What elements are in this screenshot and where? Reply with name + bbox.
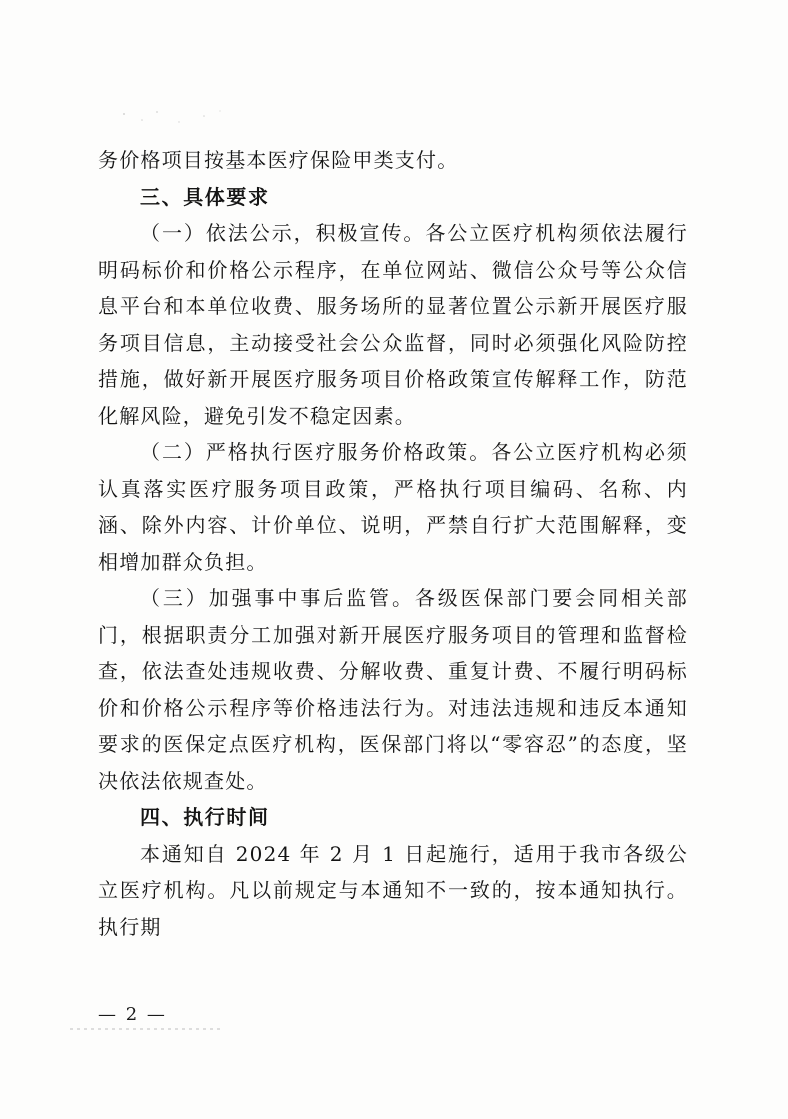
paragraph-publicity: （一）依法公示，积极宣传。各公立医疗机构须依法履行明码标价和价格公示程序，在单位网站、微信公众号等公众信息平台和本单位收费、服务场所的显著位置公示新开展医疗服务项目信息，主动接受社会公众监督，同时必须强化风险防控措施，做好新开展医疗服务项目价格政策宣传解释工作，防范化解风险，避免引发不稳定因素。 — [98, 221, 688, 428]
section-heading-requirements: 三、具体要求 — [140, 184, 270, 209]
scan-artifact-line — [70, 1028, 220, 1030]
paragraph-supervision: （三）加强事中事后监管。各级医保部门要会同相关部门，根据职责分工加强对新开展医疗服务项目的管理和监督检查，依法查处违规收费、分解收费、重复计费、不履行明码标价和价格公示程序等价格违法行为。对违法违规和违反本通知要求的医保定点医疗机构，医保部门将以“零容忍”的态度，坚决依法依规查处。 — [98, 586, 688, 793]
paragraph-effective-date: 本通知自 2024 年 2 月 1 日起施行，适用于我市各级公立医疗机构。凡以前规定与本通知不一致的，按本通知执行。执行期 — [98, 841, 688, 939]
continuation-paragraph: 务价格项目按基本医疗保险甲类支付。 — [98, 148, 459, 172]
section-heading-effective-date: 四、执行时间 — [140, 805, 270, 829]
paragraph-price-policy: （二）严格执行医疗服务价格政策。各公立医疗机构必须认真落实医疗服务项目政策，严格执行项目编码、名称、内涵、除外内容、计价单位、说明，严禁自行扩大范围解释，变相增加群众负担。 — [98, 440, 688, 574]
document-body — [98, 142, 688, 945]
page-number: — 2 — — [98, 1004, 167, 1025]
scan-noise — [116, 108, 236, 128]
